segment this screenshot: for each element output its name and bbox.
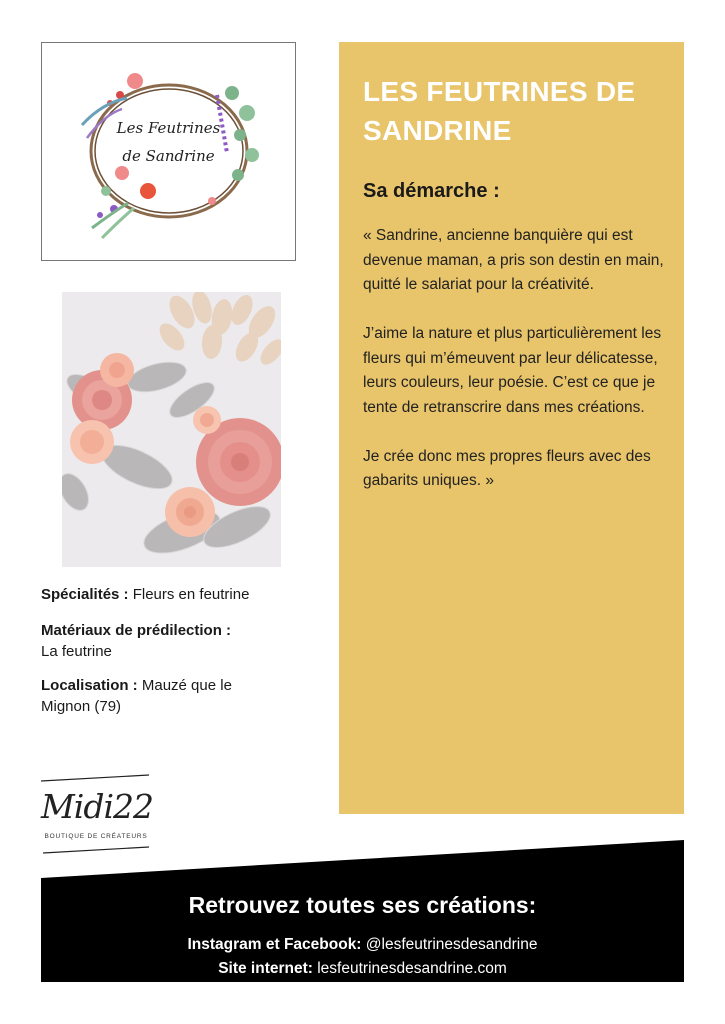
materiaux-label: Matériaux de prédilection : bbox=[41, 622, 232, 639]
specialites-value: Fleurs en feutrine bbox=[132, 586, 250, 603]
social-label: Instagram et Facebook: bbox=[187, 936, 362, 953]
localisation-label: Localisation : bbox=[41, 677, 138, 694]
social-handle[interactable]: @lesfeutrinesdesandrine bbox=[365, 936, 538, 953]
footer-title: Retrouvez toutes ses créations: bbox=[188, 892, 537, 918]
paragraph-3: Je crée donc mes propres fleurs avec des gabarits uniques. » bbox=[363, 447, 651, 489]
panel-subtitle: Sa démarche : bbox=[363, 180, 500, 202]
localisation-info bbox=[41, 675, 301, 717]
panel-title-line-1: LES FEUTRINES DE bbox=[363, 76, 636, 107]
paragraph-2: J’aime la nature et plus particulièrement les fleurs qui m’émeuvent par leur délicatesse, leurs couleurs, leur poésie. C’est ce que je tente de retranscrire dans mes créations. bbox=[363, 325, 662, 416]
panel-body bbox=[363, 224, 681, 518]
panel-title-line-2: SANDRINE bbox=[363, 115, 512, 146]
footer-social bbox=[41, 936, 684, 954]
brand-name: Midi22 bbox=[41, 787, 154, 826]
footer-banner bbox=[41, 840, 684, 982]
materiaux-value: La feutrine bbox=[41, 643, 112, 660]
felt-flowers-photo bbox=[62, 292, 281, 567]
logo-line-1: Les Feutrines bbox=[116, 119, 221, 137]
specialites-label: Spécialités : bbox=[41, 586, 129, 603]
localisation-value: Mauzé que le bbox=[141, 677, 232, 694]
footer-website bbox=[41, 960, 684, 978]
logo-line-2: de Sandrine bbox=[122, 147, 215, 165]
localisation-value-2: Mignon (79) bbox=[41, 698, 122, 715]
materiaux-info bbox=[41, 620, 301, 662]
panel-title bbox=[363, 72, 663, 150]
paragraph-1: « Sandrine, ancienne banquière qui est devenue maman, a pris son destin en main, quitté le salariat pour la créativité. bbox=[363, 227, 664, 293]
site-label: Site internet: bbox=[218, 960, 313, 977]
specialites-info bbox=[41, 584, 301, 605]
brand-tagline: BOUTIQUE DE CRÉATEURS bbox=[44, 833, 148, 840]
description-panel bbox=[339, 42, 684, 814]
site-link[interactable]: lesfeutrinesdesandrine.com bbox=[317, 960, 507, 977]
creator-logo-box bbox=[41, 42, 296, 261]
